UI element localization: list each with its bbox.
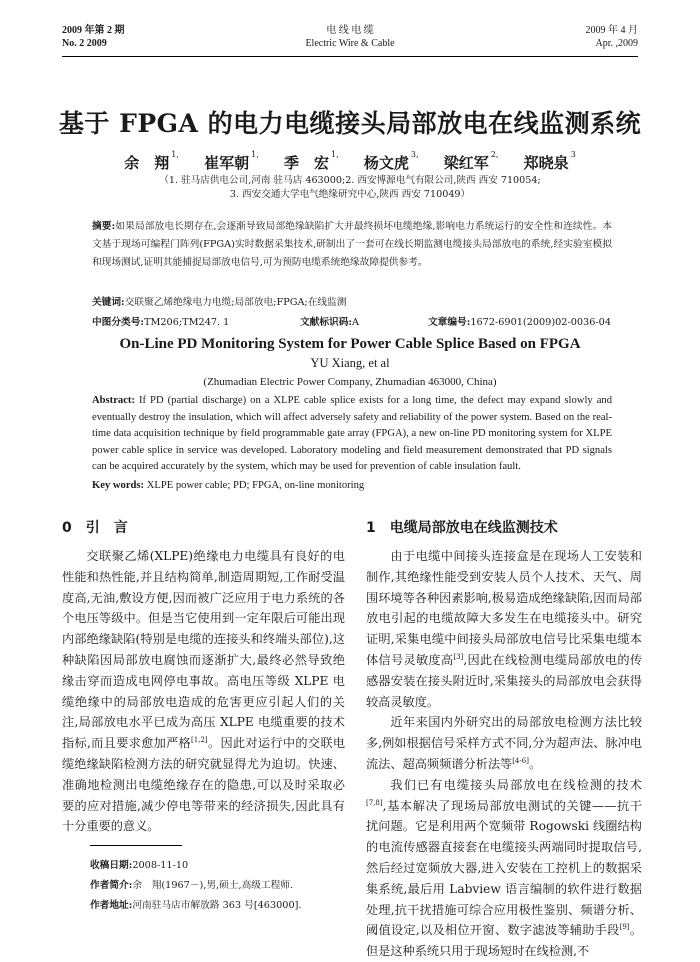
footnote (90, 856, 301, 916)
section-0-heading: 0 引 言 (62, 520, 128, 536)
footnote-rule (90, 845, 182, 846)
keywords-cn-text: 交联聚乙烯绝缘电力电缆;局部放电;FPGA;在线监测 (124, 297, 347, 308)
author-1: 余 翔 $^{1,}$ (124, 150, 179, 172)
issue-en: No. 2 2009 (62, 38, 107, 49)
section-1-paragraph-2: 近年来国内外研究出的局部放电检测方法比较多,例如根据信号采样方式不同,分为超声法、脉冲电流法、超高频频谱分析法等[4-6]。 (366, 715, 642, 771)
citation: [4-6] (512, 756, 529, 765)
section-1-body (366, 546, 642, 962)
keywords-en-text: XLPE power cable; PD; FPGA, on-line monitoring (146, 480, 365, 491)
author-6: 郑晓泉 $^3$ (523, 150, 576, 172)
issue-cn: 2009 年第 2 期 (62, 25, 125, 36)
author-bio: 作者简介:余 翔(1967－),男,硕士,高级工程师. (90, 880, 294, 891)
citation: [7,8] (366, 798, 383, 807)
abstract-en-label: Abstract: (92, 395, 135, 406)
author-5: 梁红军 $^{2,}$ (443, 150, 499, 172)
abstract-cn (92, 218, 612, 272)
keywords-cn (92, 294, 612, 312)
author-address: 作者地址:河南驻马店市解放路 363 号[463000]. (90, 900, 302, 911)
affiliation-line-2: 3. 西安交通大学电气绝缘研究中心,陕西 西安 710049） (229, 189, 471, 200)
citation: [1,2] (191, 736, 208, 745)
author-4: 杨文虎 $^{3,}$ (363, 150, 419, 172)
date-en: Apr. ,2009 (595, 38, 638, 49)
keywords-en-label: Key words: (92, 480, 145, 491)
affiliation-line-1: （1. 驻马店供电公司,河南 驻马店 463000;2. 西安博源电气有限公司,陕西 西安 710054; (159, 175, 541, 186)
abstract-cn-label: 摘要: (92, 221, 116, 232)
title-en: On-Line PD Monitoring System for Power Cable Splice Based on FPGA (119, 336, 581, 352)
section-0-body (62, 546, 345, 837)
author-2: 崔军朝 $^{1,}$ (204, 150, 259, 172)
affiliation-en: (Zhumadian Electric Power Company, Zhumadian 463000, China) (203, 376, 497, 388)
doc-code: 文献标识码:A (300, 317, 360, 328)
clc-code: 中图分类号:TM206;TM247. 1 (92, 317, 230, 328)
author-en: YU Xiang, et al (310, 356, 390, 370)
journal-cn: 电 线 电 缆 (326, 25, 374, 36)
section-1-heading: 1 电缆局部放电在线监测技术 (366, 520, 558, 536)
header-left (62, 24, 125, 50)
citation: [9] (619, 923, 630, 932)
header-right (586, 24, 639, 50)
section-1-paragraph-3: 我们已有电缆接头局部放电在线检测的技术[7,8],基本解决了现场局部放电测试的关键——抗干扰问题。它是利用两个宽频带 Rogowski 线圈结构的电流传感器直接套在电缆接头两端同时提取信号,然后经过宽频放大器,进入安装在工控机上的数据采集系统,最后用 Labview 语言编制的软件进行数据处理,抗干扰措施可综合应用极性鉴别、频谱分析、阈值设定,以及相位开窗、数字滤波等辅助手段[9]。但是这种系统只用于现场短时在线检测,不 (366, 777, 643, 959)
page-title: 基于 FPGA 的电力电缆接头局部放电在线监测系统 (58, 109, 642, 138)
section-0-paragraph: 交联聚乙烯(XLPE)绝缘电力电缆具有良好的电性能和热性能,并且结构简单,制造周期短,工作耐受温度高,无油,敷设方便,因而被广泛应用于电力系统的各个电压等级中。但是当它使用到一定年限后可能出现内部绝缘缺陷(特别是电缆的连接头和终端头部位),这种缺陷因局部放电腐蚀而逐渐扩大,最终必然导致绝缘击穿而造成电网停电事故。高电压等级 XLPE 电缆绝缘中的局部放电造成的危害更应引起人们的关注,局部放电水平已成为高压 XLPE 电缆重要的技术指标,而且要求愈加严格[1,2]。因此对运行中的交联电缆绝缘缺陷检测方法的研究就显得尤为迫切。快速、准确地检测出电缆绝缘存在的隐患,可以及时采取必要的应对措施,减少停电等带来的经济损失,因此具有十分重要的意义。 (62, 549, 346, 834)
abstract-en-text: If PD (partial discharge) on a XLPE cable splice exists for a long time, the defect may expand slowly and eventually destroy the insulation, which will affect adversely safety and reliability of the power system. Based on the real-time data acquisition technique by field programmable gate array (FPGA), a new on-line PD monitoring system for XLPE power cable splice in service was developed. Laboratory modeling and field measurement demonstrated that PD signals can be acquired accurately by the system, which may be used for prevention of cable insulation fault. (92, 395, 612, 472)
author-3: 季 宏 $^{1,}$ (284, 150, 339, 172)
abstract-en (92, 393, 612, 476)
citation: [3] (453, 652, 464, 661)
keywords-cn-label: 关键词: (92, 297, 125, 308)
author-list (0, 152, 700, 173)
journal-en: Electric Wire & Cable (305, 38, 395, 49)
header-rule (62, 56, 638, 57)
header-center (250, 24, 450, 50)
keywords-en (92, 480, 612, 491)
article-number: 文章编号:1672-6901(2009)02-0036-04 (428, 317, 611, 328)
abstract-cn-text: 如果局部放电长期存在,会逐渐导致局部绝缘缺陷扩大并最终损坏电缆绝缘,影响电力系统运行的安全性和连续性。本文基于现场可编程门阵列(FPGA)实时数据采集技术,研制出了一套可在线长期监测电缆接头局部放电的系统,经实验室模拟和现场测试,证明其能捕捉局部放电信号,可为预防电缆系统绝缘故障提供参考。 (92, 221, 613, 268)
received-date: 收稿日期:2008-11-10 (90, 860, 189, 871)
date-cn: 2009 年 4 月 (585, 25, 638, 36)
section-1-paragraph-1: 由于电缆中间接头连接盒是在现场人工安装和制作,其绝缘性能受到安装人员个人技术、天气、周围环境等各种因素影响,极易造成绝缘缺陷,因而局部放电引起的电缆故障大多发生在电缆接头中。研究证明,采集电缆中间接头局部放电信号比采集电缆本体信号灵敏度高[3],因此在线检测电缆局部放电的传感器安装在接头附近时,采集接头的局部放电会获得较高灵敏度。 (366, 549, 643, 709)
